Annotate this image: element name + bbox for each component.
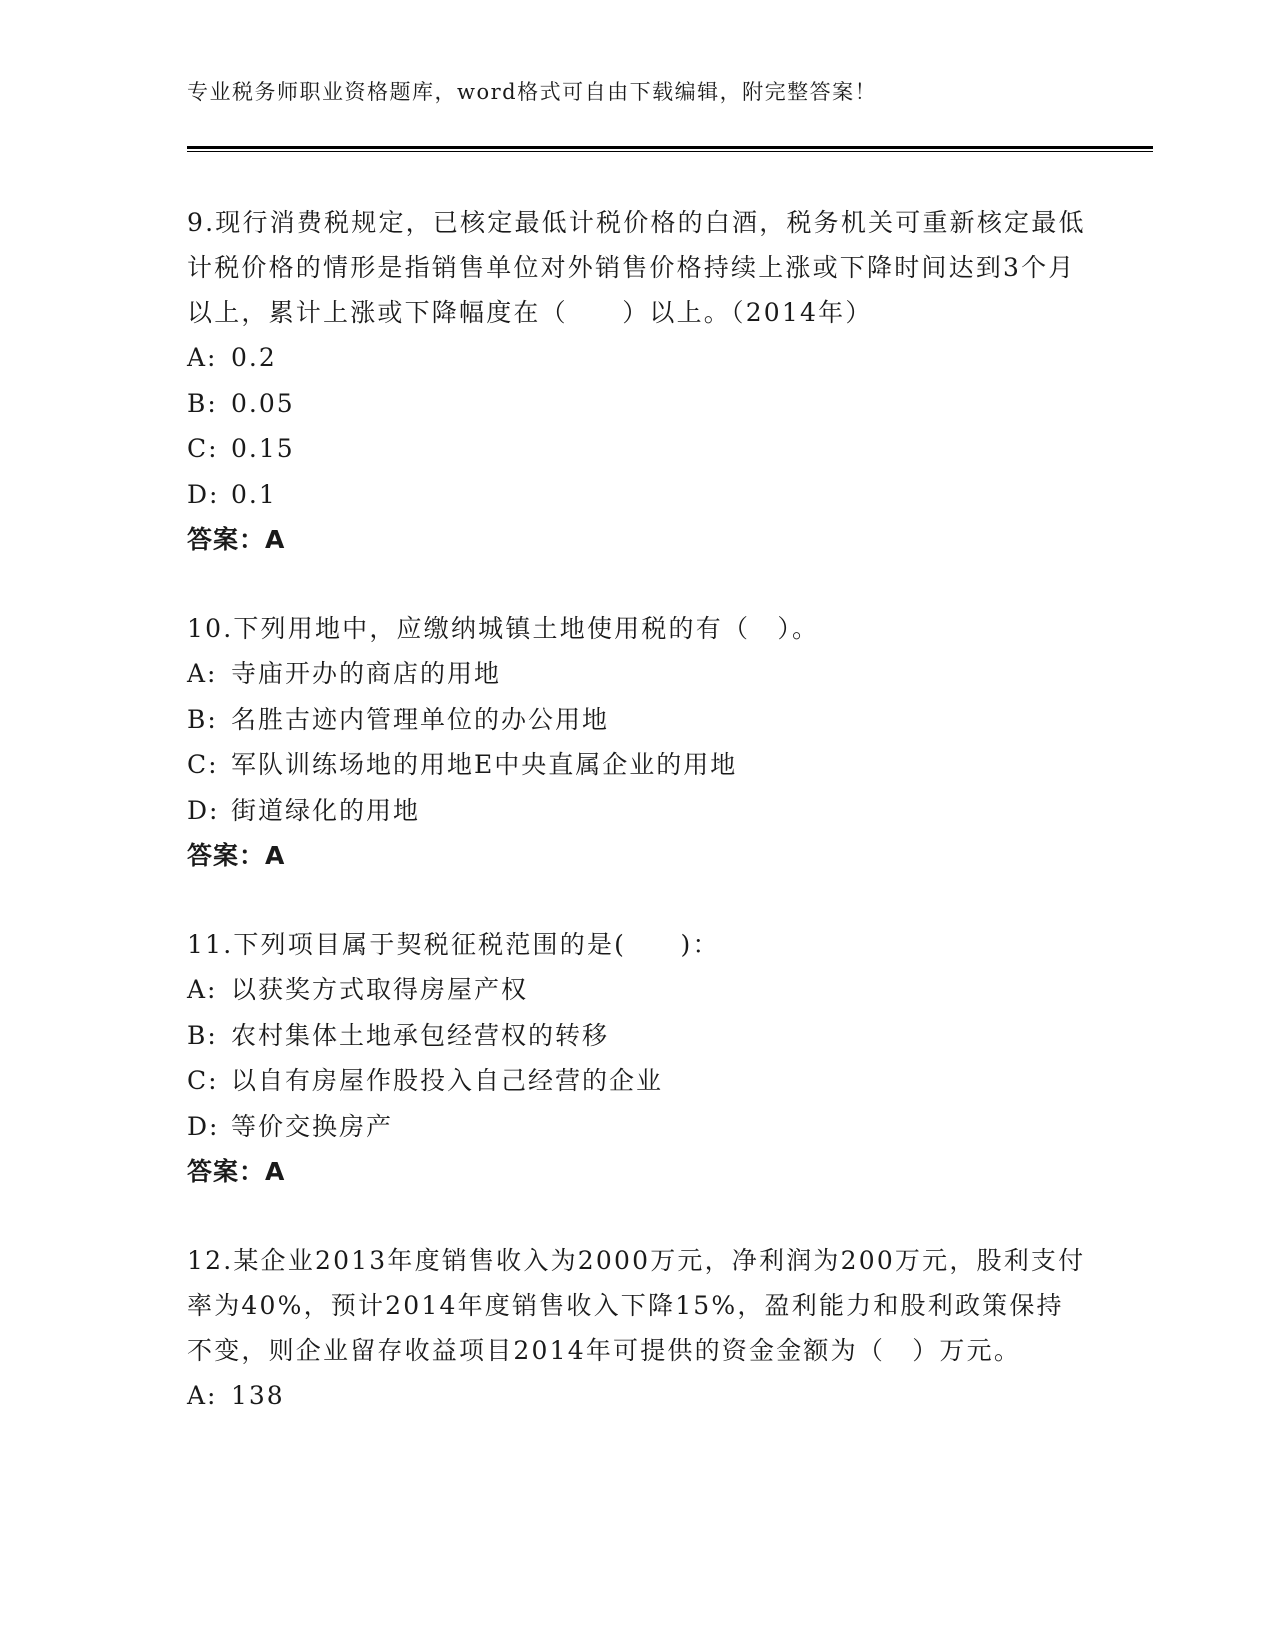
option-d — [187, 472, 1087, 518]
answer-label: 答案：A — [187, 525, 286, 554]
option-b — [187, 697, 1087, 743]
option-text: 以获奖方式取得房屋产权 — [231, 975, 529, 1004]
question-11 — [187, 922, 1087, 1194]
option-text: 军队训练场地的用地E中央直属企业的用地 — [231, 750, 738, 779]
option-d — [187, 788, 1087, 834]
option-key: C: — [187, 434, 219, 463]
question-12 — [187, 1238, 1087, 1419]
option-text: 0.15 — [231, 434, 295, 463]
question-text: 9.现行消费税规定，已核定最低计税价格的白酒，税务机关可重新核定最低计税价格的情形是指销售单位对外销售价格持续上涨或下降时间达到3个月以上，累计上涨或下降幅度在（ ）以上。（2014年） — [187, 208, 1086, 327]
question-10 — [187, 606, 1087, 878]
option-key: A: — [187, 975, 218, 1004]
option-key: B: — [187, 1020, 218, 1050]
option-a — [187, 651, 1087, 697]
option-text: 寺庙开办的商店的用地 — [231, 659, 502, 688]
option-c — [187, 1058, 1087, 1104]
option-text: 0.05 — [231, 388, 295, 418]
option-key: C: — [187, 1066, 219, 1095]
page-header: 专业税务师职业资格题库，word格式可自由下载编辑，附完整答案！ — [187, 80, 878, 104]
option-text: 街道绿化的用地 — [231, 795, 421, 825]
option-text: 0.2 — [231, 343, 277, 372]
option-key: D: — [187, 479, 220, 509]
question-text: 11.下列项目属于契税征税范围的是( )： — [187, 930, 720, 959]
option-text: 名胜古迹内管理单位的办公用地 — [231, 704, 610, 734]
question-text: 10.下列用地中，应缴纳城镇土地使用税的有（ ）。 — [187, 614, 820, 643]
option-key: D: — [187, 1111, 220, 1141]
option-a — [187, 1373, 1087, 1419]
option-key: C: — [187, 750, 219, 779]
question-text: 12.某企业2013年度销售收入为2000万元，净利润为200万元，股利支付率为40%，预计2014年度销售收入下降15%，盈利能力和股利政策保持不变，则企业留存收益项目2014年可提供的资金金额为（ ）万元。 — [187, 1246, 1086, 1365]
option-key: A: — [187, 343, 218, 372]
option-d — [187, 1104, 1087, 1150]
answer-label: 答案：A — [187, 841, 286, 870]
option-key: A: — [187, 1381, 218, 1410]
option-a — [187, 967, 1087, 1013]
option-text: 0.1 — [231, 479, 277, 509]
option-b — [187, 1013, 1087, 1059]
option-b — [187, 381, 1087, 427]
header-rule-thick — [187, 146, 1153, 149]
option-key: B: — [187, 388, 218, 418]
option-key: A: — [187, 659, 218, 688]
option-c — [187, 426, 1087, 472]
header-rule-thin — [187, 151, 1153, 152]
question-list — [187, 200, 1087, 1463]
option-text: 等价交换房产 — [231, 1111, 394, 1141]
option-c — [187, 742, 1087, 788]
option-key: D: — [187, 795, 220, 825]
option-text: 138 — [231, 1381, 285, 1410]
option-text: 农村集体土地承包经营权的转移 — [231, 1020, 610, 1050]
option-a — [187, 335, 1087, 381]
answer-label: 答案：A — [187, 1157, 286, 1186]
question-9 — [187, 200, 1087, 562]
option-key: B: — [187, 704, 218, 734]
option-text: 以自有房屋作股投入自己经营的企业 — [231, 1066, 664, 1095]
